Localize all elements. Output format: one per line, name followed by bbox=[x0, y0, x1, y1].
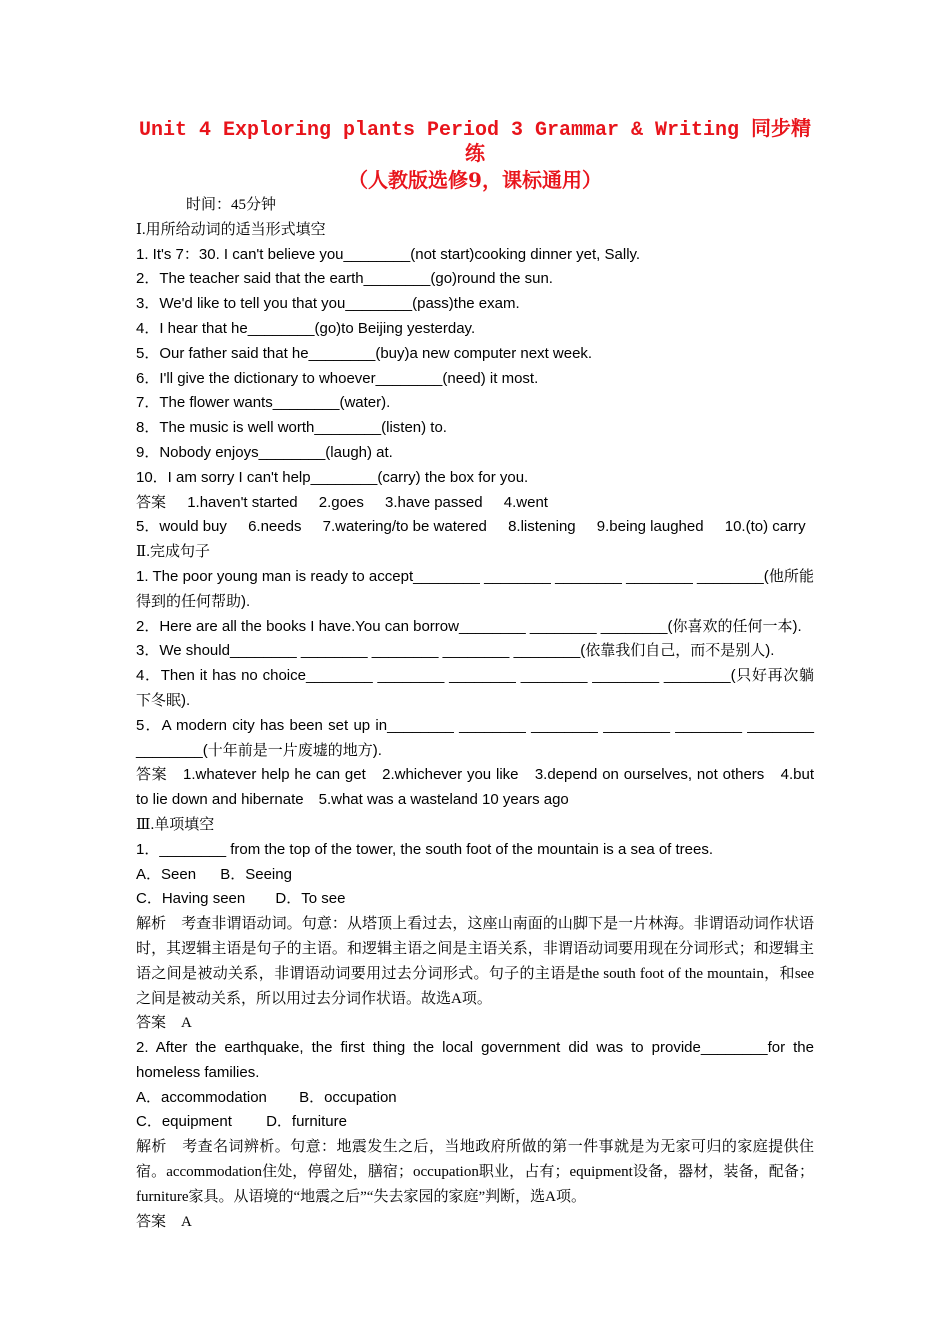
question-item: 6．I'll give the dictionary to whoever________(need) it most. bbox=[136, 369, 539, 387]
analysis-text: 解析 考查非谓语动词。句意：从塔顶上看过去，这座山南面的山脚下是一片林海。非谓语动词作状语时，其逻辑主语是句子的主语。和逻辑主语之间是主语关系，非谓语动词要用现在分词形式；和逻辑主语之间是被动关系，非谓语动词要用过去分词形式。句子的主语是the south foot of the mountain，和see之间是被动关系，所以用过去分词作状语。故选A项。 bbox=[136, 916, 814, 1007]
analysis-text: 解析 考查名词辨析。句意：地震发生之后，当地政府所做的第一件事就是为无家可归的家庭提供住宿。accommodation住处，停留处，膳宿；occupation职业，占有；equipment设备，器材，装备，配备；furniture家具。从语境的“地震之后”“失去家园的家庭”判断，选A项。 bbox=[136, 1139, 814, 1205]
answer: 6.needs bbox=[248, 518, 302, 536]
question-item: 5．Our father said that he________(buy)a new computer next week. bbox=[136, 344, 593, 362]
title-line-1: Unit 4 Exploring plants Period 3 Grammar & Writing 同步精练 bbox=[138, 119, 812, 167]
question-item: 5．A modern city has been set up in________ ________ ________ ________ ________ ________ ________(十年前是一片废墟的地方). bbox=[136, 716, 814, 759]
question-item: 2．Here are all the books I have.You can borrow________ ________ ________(你喜欢的任何一本). bbox=[136, 617, 802, 635]
question-item: 9．Nobody enjoys________(laugh) at. bbox=[136, 443, 393, 461]
answer: 1.haven't started bbox=[187, 493, 298, 511]
question-item: 2．The teacher said that the earth________(go)round the sun. bbox=[136, 270, 553, 288]
question-item: 10．I am sorry I can't help________(carry) the box for you. bbox=[136, 468, 529, 486]
answer: 9.being laughed bbox=[596, 518, 704, 536]
question-item: 4．Then it has no choice________ ________ ________ ________ ________ ________(只好再次躺下冬眠). bbox=[136, 667, 814, 709]
option: C．equipment bbox=[136, 1113, 232, 1131]
option: D．furniture bbox=[266, 1113, 347, 1131]
section-2-heading: Ⅱ.完成句子 bbox=[136, 544, 210, 561]
option-row bbox=[136, 863, 814, 888]
option: A．accommodation bbox=[136, 1088, 267, 1106]
section-2-answers: 答案 1.whatever help he can get 2.whichever you like 3.depend on ourselves, not others 4.but to lie down and hibernate 5.what was a wasteland 10 years ago bbox=[136, 766, 814, 809]
section-1-answers-row-2 bbox=[136, 515, 814, 540]
answer: 7.watering/to be watered bbox=[322, 518, 487, 536]
question-stem: 2. After the earthquake, the first thing the local government did was to provide________for the homeless families. bbox=[136, 1039, 814, 1081]
question-item: 3．We should________ ________ ________ ________ ________(依靠我们自己，而不是别人). bbox=[136, 642, 775, 660]
option-row bbox=[136, 887, 814, 912]
section-1-answers-row-1 bbox=[136, 491, 814, 516]
answer: 10.(to) carry bbox=[724, 518, 806, 536]
section-3-heading: Ⅲ.单项填空 bbox=[136, 816, 215, 833]
answer: 8.listening bbox=[508, 518, 576, 536]
section-1-heading: Ⅰ.用所给动词的适当形式填空 bbox=[136, 221, 326, 238]
question-item: 4．I hear that he________(go)to Beijing yesterday. bbox=[136, 319, 476, 337]
answer: 3.have passed bbox=[385, 493, 483, 511]
option: B．Seeing bbox=[220, 865, 292, 883]
option: D．To see bbox=[275, 890, 346, 908]
option: C．Having seen bbox=[136, 890, 246, 908]
answer-label: 答案 bbox=[136, 493, 167, 511]
option: A．Seen bbox=[136, 865, 197, 883]
option: B．occupation bbox=[299, 1088, 397, 1106]
question-item: 1. It's 7：30. I can't believe you________(not start)cooking dinner yet, Sally. bbox=[136, 245, 641, 263]
option-row bbox=[136, 1110, 814, 1135]
answer: 5．would buy bbox=[136, 518, 227, 536]
document-page bbox=[136, 118, 814, 1234]
question-stem: 1．________ from the top of the tower, the south foot of the mountain is a sea of trees. bbox=[136, 840, 714, 858]
question-item: 1. The poor young man is ready to accept________ ________ ________ ________ ________(他所能得到的任何帮助). bbox=[136, 567, 814, 610]
answer-text: 答案 A bbox=[136, 1015, 192, 1032]
question-item: 8．The music is well worth________(listen) to. bbox=[136, 419, 447, 437]
question-item: 7．The flower wants________(water). bbox=[136, 394, 391, 412]
question-item: 3．We'd like to tell you that you________(pass)the exam. bbox=[136, 295, 520, 313]
answer-text: 答案 A bbox=[136, 1213, 192, 1230]
answer: 4.went bbox=[503, 493, 548, 511]
answer: 2.goes bbox=[318, 493, 364, 511]
time-limit: 时间：45分钟 bbox=[186, 197, 277, 213]
title-line-2: （人教版选修9，课标通用） bbox=[348, 168, 602, 192]
document-title bbox=[136, 118, 814, 193]
option-row bbox=[136, 1086, 814, 1111]
